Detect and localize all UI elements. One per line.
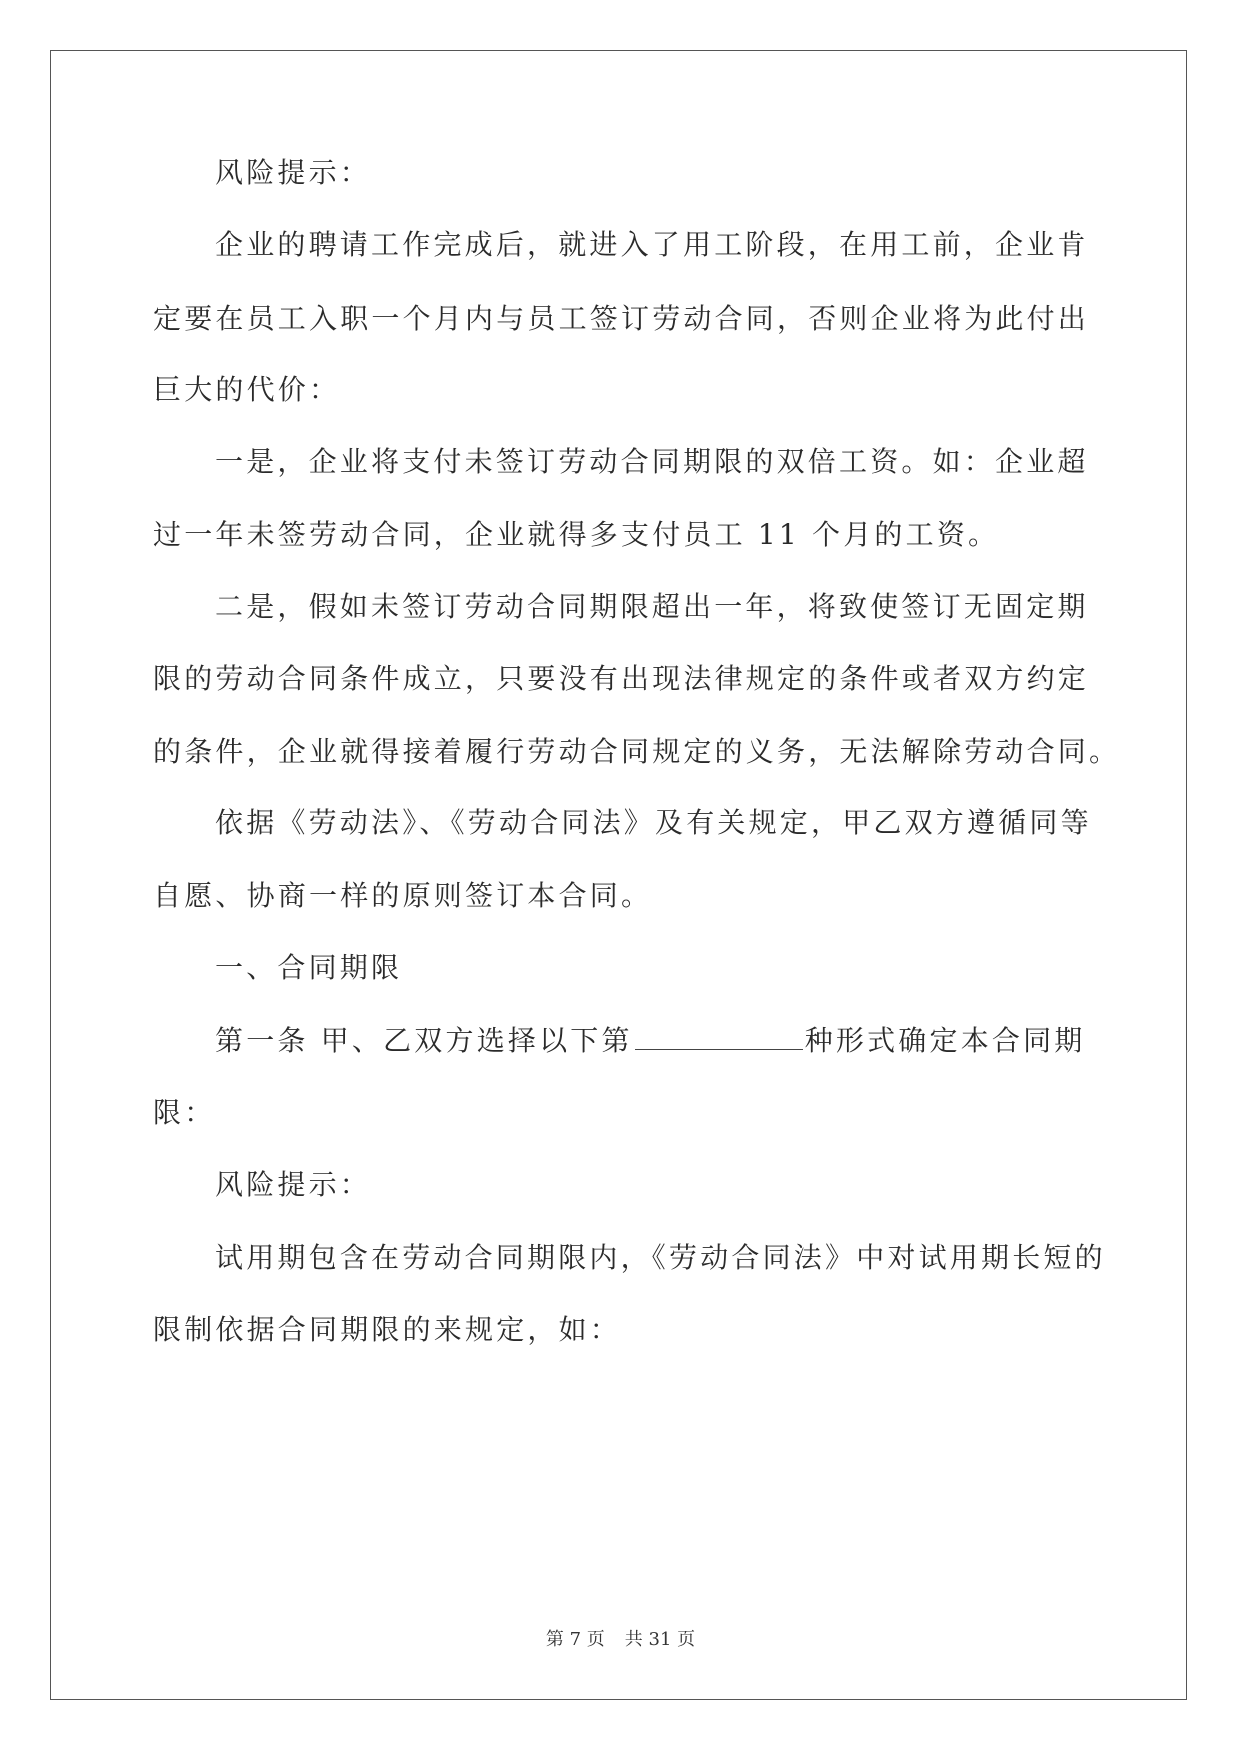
page-footer [0,1629,1241,1651]
total-page-count: 共 31 页 [624,1629,696,1650]
paragraph-line: 企业的聘请工作完成后，就进入了用工阶段，在用工前，企业肯 [215,228,1089,261]
paragraph-line: 限的劳动合同条件成立，只要没有出现法律规定的条件或者双方约定 [153,662,1090,695]
paragraph-line: 的条件，企业就得接着履行劳动合同规定的义务，无法解除劳动合同。 [153,735,1121,768]
paragraph-line: 二是，假如未签订劳动合同期限超出一年，将致使签订无固定期 [215,590,1089,623]
paragraph-line: 巨大的代价： [153,373,341,406]
paragraph-line: 自愿、协商一样的原则签订本合同。 [153,879,653,912]
risk-tip-heading-2: 风险提示： [215,1168,372,1201]
fill-in-blank [635,1025,803,1050]
paragraph-line: 试用期包含在劳动合同期限内，《劳动合同法》中对试用期长短的 [215,1241,1106,1274]
paragraph-line: 定要在员工入职一个月内与员工签订劳动合同，否则企业将为此付出 [153,302,1090,335]
paragraph-line: 限制依据合同期限的来规定，如： [153,1313,622,1346]
paragraph-line: 一是，企业将支付未签订劳动合同期限的双倍工资。如：企业超 [215,445,1089,478]
section-heading: 一、合同期限 [215,951,403,984]
risk-tip-heading-1: 风险提示： [215,156,372,189]
clause-text-end: 种形式确定本合同期 [804,1024,1086,1057]
current-page-number: 第 7 页 [545,1629,605,1650]
paragraph-line: 限： [153,1096,216,1129]
clause-line [215,1024,1086,1058]
page-border [50,50,1187,1700]
paragraph-line: 依据《劳动法》、《劳动合同法》及有关规定，甲乙双方遵循同等 [215,806,1092,839]
paragraph-line: 过一年未签劳动合同，企业就得多支付员工 11 个月的工资。 [153,518,1000,551]
clause-text-start: 第一条 甲、乙双方选择以下第 [215,1024,633,1057]
